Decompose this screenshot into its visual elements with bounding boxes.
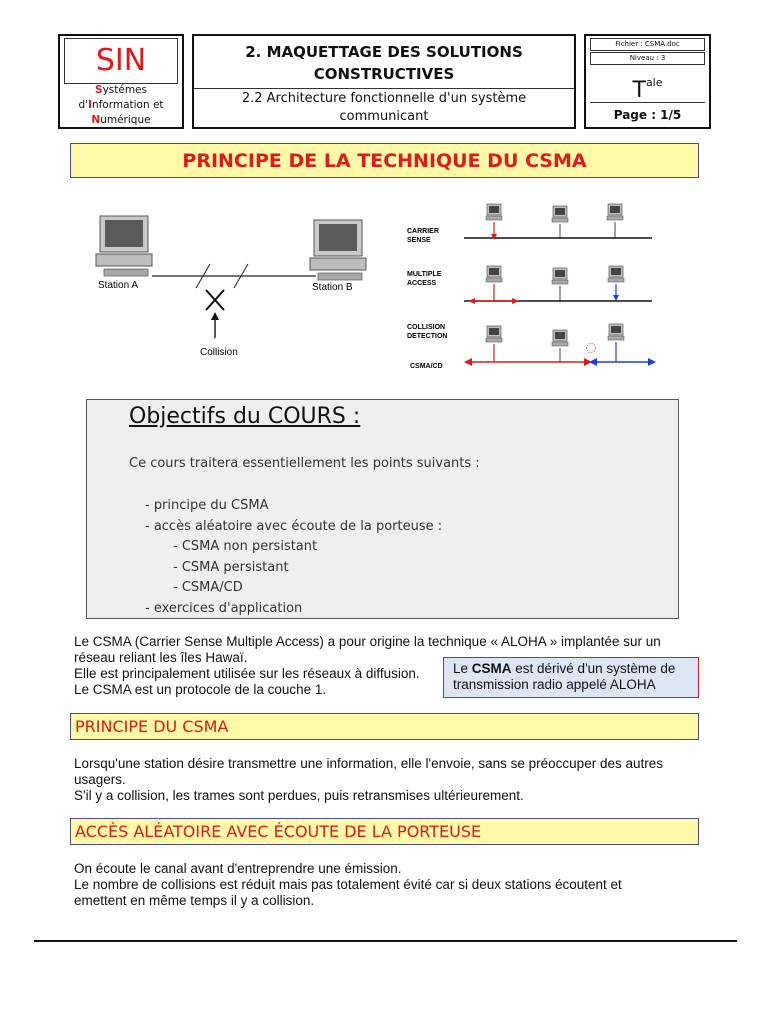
class-label: $T^{ale}$ bbox=[632, 76, 663, 103]
label-detection: DETECTION bbox=[407, 333, 448, 340]
section-principe-text: Lorsqu'une station désire transmettre une information, elle l'envoie, sans se préoccuper des autres usagers. S'il y a collision, les trames sont perdues, puis retransmises ultérieurement. bbox=[74, 756, 663, 803]
collision-diagram bbox=[88, 206, 378, 366]
aloha-note: Le CSMA est dérivé d'un système de transmission radio appelé ALOHA bbox=[443, 657, 699, 698]
section-title-acces: ACCÈS ALÉATOIRE AVEC ÉCOUTE DE LA PORTEUSE bbox=[70, 818, 699, 845]
label-collision: COLLISION bbox=[407, 324, 446, 331]
section-title-principe: PRINCIPE DU CSMA bbox=[70, 713, 699, 740]
label-multiple: MULTIPLE bbox=[407, 271, 442, 278]
station-a-label: Station A bbox=[98, 280, 139, 291]
carrier-sense-row bbox=[464, 204, 652, 240]
arrow-up-icon bbox=[211, 312, 219, 338]
objective-item: - accès aléatoire avec écoute de la porteuse : bbox=[145, 518, 443, 534]
objectives-list bbox=[145, 496, 442, 619]
intro-paragraph: Le CSMA (Carrier Sense Multiple Access) a pour origine la technique « ALOHA » implantée sur un réseau reliant les îles Hawaï. Elle est principalement utilisée sur les réseaux à diffusion. Le CSMA est un protocole de la couche 1. bbox=[74, 634, 661, 697]
file-name: Fichier : CSMA.doc bbox=[590, 38, 705, 51]
label-access: ACCESS bbox=[407, 280, 437, 287]
objectives-intro: Ce cours traitera essentiellement les points suivants : bbox=[129, 456, 480, 471]
chapter-title: 2. MAQUETTAGE DES SOLUTIONS CONSTRUCTIVES bbox=[194, 38, 574, 89]
sin-subtitle: Systémes d'Information et Numérique bbox=[78, 84, 164, 126]
level-label: Niveau : 3 bbox=[590, 52, 705, 65]
document-info-box bbox=[584, 34, 711, 129]
collision-burst-icon bbox=[587, 344, 596, 353]
multiple-access-row bbox=[464, 266, 652, 304]
collision-icon bbox=[206, 290, 224, 310]
chapter-subtitle: 2.2 Architecture fonctionnelle d'un système communicant bbox=[241, 91, 527, 124]
objective-item: - exercices d'application bbox=[145, 600, 303, 616]
label-sense: SENSE bbox=[407, 237, 431, 244]
sin-logo: SIN bbox=[64, 38, 178, 84]
csma-stages-diagram bbox=[400, 196, 670, 376]
footer-divider bbox=[34, 940, 737, 942]
collision-label: Collision bbox=[200, 347, 238, 358]
station-b-label: Station B bbox=[312, 282, 353, 293]
label-csmacd: CSMA/CD bbox=[410, 363, 443, 370]
objective-subitem: - CSMA non persistant bbox=[173, 539, 318, 554]
section-acces-text: On écoute le canal avant d'entreprendre une émission. Le nombre de collisions est réduit mais pas totalement évité car si deux stations écoutent et emettent en même temps il y a collision. bbox=[74, 861, 622, 908]
objective-item: - principe du CSMA bbox=[145, 498, 269, 513]
sin-logo-box bbox=[58, 34, 184, 129]
station-a-icon bbox=[96, 216, 152, 276]
objective-subitem: - CSMA persistant bbox=[173, 559, 289, 575]
main-title: PRINCIPE DE LA TECHNIQUE DU CSMA bbox=[70, 143, 699, 178]
csmacd-row bbox=[464, 324, 656, 366]
station-b-icon bbox=[310, 220, 366, 280]
objective-subitem: - CSMA/CD bbox=[173, 580, 243, 595]
objectives-box bbox=[86, 399, 679, 619]
label-carrier: CARRIER bbox=[407, 228, 439, 235]
chapter-title-box bbox=[192, 34, 576, 129]
page-number: Page : 1/5 bbox=[590, 102, 705, 127]
objectives-title: Objectifs du COURS : bbox=[129, 404, 361, 429]
